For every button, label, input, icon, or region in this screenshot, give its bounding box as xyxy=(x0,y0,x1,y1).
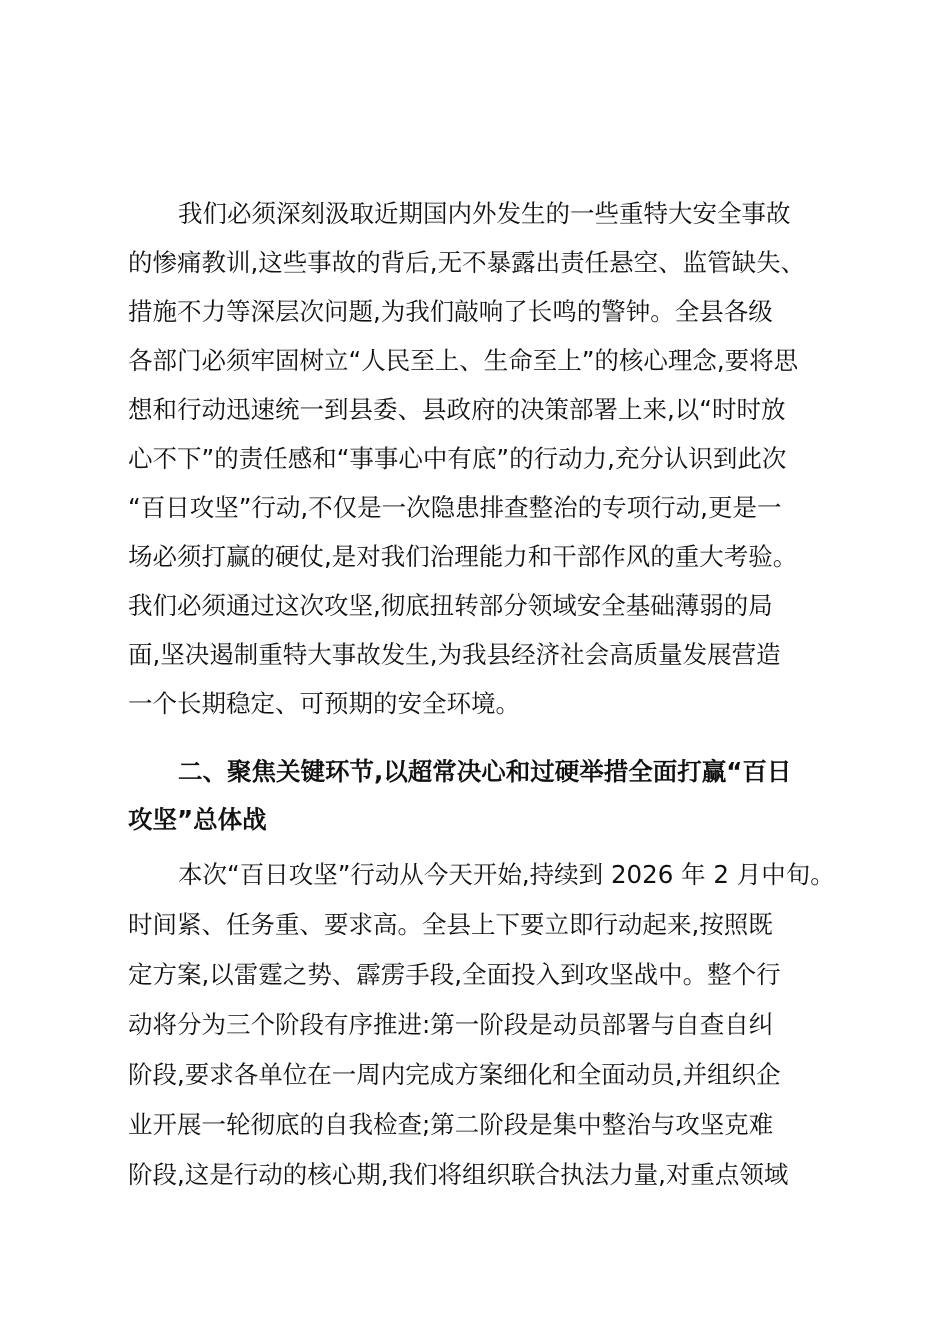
paragraph-line: 措施不力等深层次问题,为我们敲响了长鸣的警钟。全县各级 xyxy=(128,297,773,326)
paragraph-line: 各部门必须牢固树立“人民至上、生命至上”的核心理念,要将思 xyxy=(128,346,799,375)
paragraph-line: 业开展一轮彻底的自我检查;第二阶段是集中整治与攻坚克难 xyxy=(128,1110,774,1139)
paragraph-line: 我们必须通过这次攻坚,彻底扭转部分领域安全基础薄弱的局 xyxy=(128,591,773,620)
paragraph-line: 阶段,这是行动的核心期,我们将组织联合执法力量,对重点领域 xyxy=(128,1160,789,1189)
paragraph-line: 的惨痛教训,这些事故的背后,无不暴露出责任悬空、监管缺失、 xyxy=(128,248,806,277)
paragraph-line: 面,坚决遏制重特大事故发生,为我县经济社会高质量发展营造 xyxy=(128,640,781,669)
paragraph-line: 阶段,要求各单位在一周内完成方案细化和全面动员,并组织企 xyxy=(128,1060,781,1089)
paragraph-line: 场必须打赢的硬仗,是对我们治理能力和干部作风的重大考验。 xyxy=(128,542,798,571)
paragraph-line: 我们必须深刻汲取近期国内外发生的一些重特大安全事故 xyxy=(178,199,791,228)
paragraph-line: 动将分为三个阶段有序推进:第一阶段是动员部署与自查自纠 xyxy=(128,1010,774,1039)
heading-line: 二、聚焦关键环节,以超常决心和过硬举措全面打赢“百日 xyxy=(178,757,792,786)
paragraph-line: 时间紧、任务重、要求高。全县上下要立即行动起来,按照既 xyxy=(128,910,773,939)
paragraph-line: 想和行动迅速统一到县委、县政府的决策部署上来,以“时时放 xyxy=(128,395,786,424)
paragraph-line: 定方案,以雷霆之势、霹雳手段,全面投入到攻坚战中。整个行 xyxy=(128,960,781,989)
paragraph-line: “百日攻坚”行动,不仅是一次隐患排查整治的专项行动,更是一 xyxy=(128,493,782,522)
paragraph-line: 本次“百日攻坚”行动从今天开始,持续到 2026 年 2 月中旬。 xyxy=(178,860,835,889)
paragraph-line: 心不下”的责任感和“事事心中有底”的行动力,充分认识到此次 xyxy=(128,444,787,473)
heading-line: 攻坚”总体战 xyxy=(128,805,267,834)
paragraph-line: 一个长期稳定、可预期的安全环境。 xyxy=(128,689,520,718)
